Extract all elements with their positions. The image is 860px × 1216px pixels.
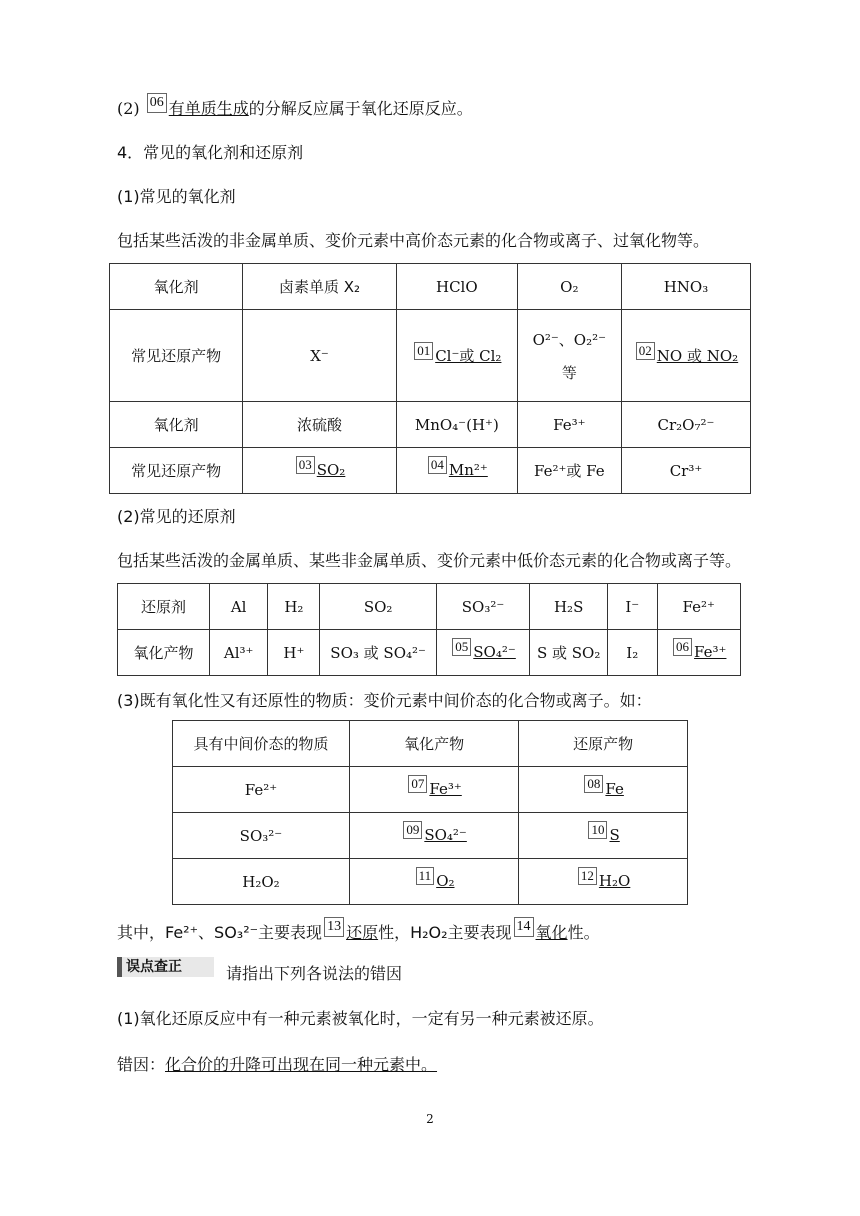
intermediate-table [172,720,688,905]
table-cell: 卤素单质 X₂ [243,264,397,310]
table-cell: O₂ [517,264,621,310]
table-row [173,767,688,813]
error-check-instruction: 请指出下列各说法的错因 [226,964,403,983]
table-row [110,402,751,448]
answer-number-box: 06 [673,638,692,656]
answer-text: S [609,826,620,844]
table-cell: Al³⁺ [209,630,267,676]
line-text: 性。 [567,923,600,942]
table-cell: I₂ [608,630,657,676]
table-cell: H₂S [530,584,608,630]
line-text: 的分解反应属于氧化还原反应。 [248,99,473,118]
table-cell: HNO₃ [621,264,750,310]
answer-number-box: 13 [324,917,344,937]
table-row [110,264,751,310]
answer-number-box: 10 [588,821,607,839]
table-cell: 氧化剂 [110,402,243,448]
table-cell: SO₃²⁻ [173,813,350,859]
table-cell [396,310,517,402]
subsection-both: (3)既有氧化性又有还原性的物质：变价元素中间价态的化合物或离子。如： [117,691,652,710]
table-cell: HClO [396,264,517,310]
line-text: 其中，Fe²⁺、SO₃²⁻主要表现 [117,923,323,942]
table-header: 还原产物 [519,721,688,767]
table-cell: S 或 SO₂ [530,630,608,676]
answer-number-box: 09 [403,821,422,839]
table-row [173,859,688,905]
cell-line: O²⁻、O₂²⁻ [532,330,607,349]
table-cell [621,310,750,402]
error-reason [117,1054,437,1076]
answer-text: Fe³⁺ [429,780,462,798]
table-cell [517,310,621,402]
table-cell: SO₃²⁻ [436,584,529,630]
table-cell [349,767,518,813]
table-cell [519,859,688,905]
answer-number-box: 11 [416,867,435,885]
table-cell: X⁻ [243,310,397,402]
answer-number-box: 08 [584,775,603,793]
answer-number-box: 12 [578,867,597,885]
answer-number-box: 14 [514,917,534,937]
reason-text: 化合价的升降可出现在同一种元素中。 [165,1055,438,1074]
answer-number-box: 05 [452,638,471,656]
answer-text: Fe³⁺ [694,643,727,661]
statement-1: (1)氧化还原反应中有一种元素被氧化时，一定有另一种元素被还原。 [117,1009,604,1028]
table-cell: SO₃ 或 SO₄²⁻ [320,630,436,676]
answer-text: 还原 [346,923,379,942]
answer-text: SO₂ [316,461,346,479]
table-header: 具有中间价态的物质 [173,721,350,767]
cell-line: 等 [561,363,577,382]
table-cell: H⁺ [268,630,320,676]
table-cell [243,448,397,494]
table-cell: I⁻ [608,584,657,630]
answer-text: SO₄²⁻ [473,643,516,661]
table-row [110,310,751,402]
table-cell: H₂ [268,584,320,630]
table-cell: Fe³⁺ [517,402,621,448]
table-cell: 氧化剂 [110,264,243,310]
table-cell [349,813,518,859]
table-cell: MnO₄⁻(H⁺) [396,402,517,448]
paragraph-reductants: 包括某些活泼的金属单质、某些非金属单质、变价元素中低价态元素的化合物或离子等。 [117,551,742,570]
reason-label: 错因： [117,1055,166,1074]
table-cell: 氧化产物 [118,630,210,676]
page-number: 2 [426,1112,434,1126]
table-row [118,630,741,676]
table-cell: Al [209,584,267,630]
table-cell: 常见还原产物 [110,448,243,494]
answer-number-box: 06 [147,93,167,113]
table-cell: Fe²⁺ [173,767,350,813]
section-heading: 4．常见的氧化剂和还原剂 [117,143,304,162]
table-row [118,584,741,630]
answer-text: Fe [605,780,624,798]
table-cell: Fe²⁺ [657,584,740,630]
answer-number-box: 01 [414,342,433,360]
table-cell: SO₂ [320,584,436,630]
answer-text: SO₄²⁻ [424,826,467,844]
table-cell [396,448,517,494]
table-row [110,448,751,494]
table-cell: H₂O₂ [173,859,350,905]
table-cell [519,813,688,859]
oxidant-table [109,263,751,494]
table-header: 氧化产物 [349,721,518,767]
subsection-reductants: (2)常见的还原剂 [117,507,236,526]
summary-line [117,919,600,945]
answer-number-box: 07 [408,775,427,793]
answer-number-box: 03 [296,456,315,474]
table-cell: Fe²⁺或 Fe [517,448,621,494]
table-cell: 还原剂 [118,584,210,630]
line-prefix: (2) [117,99,145,118]
table-row [173,721,688,767]
error-check-tag: 误点查正 [117,957,214,977]
answer-text: 有单质生成 [168,99,249,118]
subsection-oxidants: (1)常见的氧化剂 [117,187,236,206]
answer-text: Mn²⁺ [448,461,488,479]
answer-text: O₂ [436,872,455,890]
table-cell [349,859,518,905]
reductant-table [117,583,741,676]
table-cell: 常见还原产物 [110,310,243,402]
table-row [173,813,688,859]
table-cell [657,630,740,676]
answer-number-box: 04 [428,456,447,474]
answer-text: Cl⁻或 Cl₂ [435,347,502,365]
paragraph-oxidants: 包括某些活泼的非金属单质、变价元素中高价态元素的化合物或离子、过氧化物等。 [117,231,710,250]
table-cell: Cr³⁺ [621,448,750,494]
answer-number-box: 02 [636,342,655,360]
table-cell [436,630,529,676]
answer-text: NO 或 NO₂ [656,347,739,365]
table-cell [519,767,688,813]
line-decomposition [117,95,473,121]
answer-text: H₂O [598,872,631,890]
table-cell: Cr₂O₇²⁻ [621,402,750,448]
table-cell: 浓硫酸 [243,402,397,448]
line-text: 性，H₂O₂主要表现 [378,923,512,942]
answer-text: 氧化 [535,923,568,942]
